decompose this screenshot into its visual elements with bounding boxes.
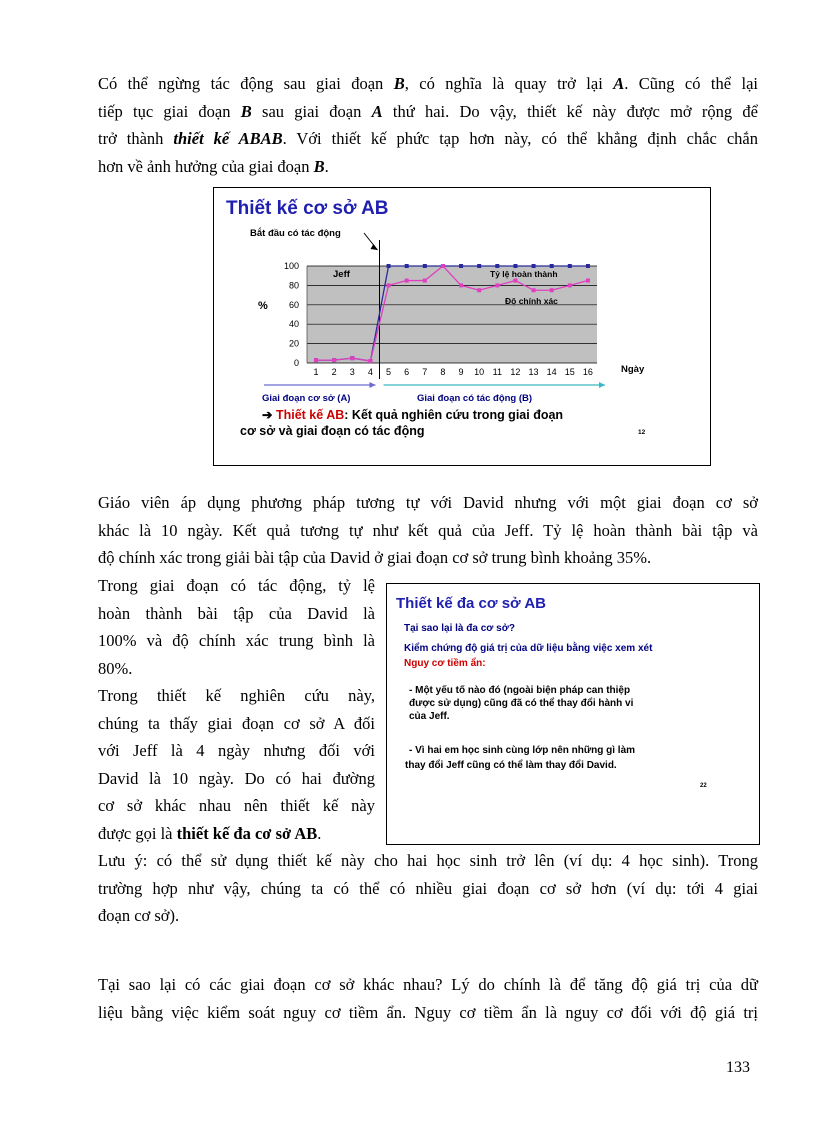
- data-point: [387, 264, 391, 268]
- data-point: [477, 288, 481, 292]
- text-line: chúng ta thấy giai đoạn cơ sở A đối: [98, 713, 375, 733]
- x-tick-label: 4: [367, 367, 373, 377]
- text-line: Trong thiết kế nghiên cứu này,: [98, 686, 375, 705]
- y-tick-label: 20: [288, 338, 299, 349]
- x-tick-label: 14: [546, 367, 557, 377]
- data-point: [532, 264, 536, 268]
- data-point: [332, 358, 336, 362]
- x-tick-label: 8: [440, 367, 446, 377]
- data-point: [405, 279, 409, 283]
- text-line: 100% và độ chính xác trung bình là: [98, 631, 375, 650]
- slide-line: Kiểm chứng độ giá trị của dữ liệu bằng việc xem xét: [404, 643, 653, 654]
- x-tick-label: 1: [313, 367, 319, 377]
- text-line: Trong giai đoạn có tác động, tỷ lệ: [98, 576, 375, 595]
- text-line: tiếp tục giai đoạn B sau giai đoạn A thứ hai. Do vậy, thiết kế này được mở rộng để: [98, 101, 758, 121]
- data-point: [568, 264, 572, 268]
- text-line: đoạn cơ sở).: [98, 906, 180, 925]
- data-point: [495, 264, 499, 268]
- x-tick-label: 5: [386, 367, 392, 377]
- text-line: cơ sở khác nhau nên thiết kế này: [98, 796, 375, 815]
- text-line: trở thành thiết kế ABAB. Với thiết kế phức tạp hơn này, có thể khẳng định chắc chắn: [98, 129, 758, 148]
- data-point: [423, 279, 427, 283]
- x-tick-label: 16: [582, 367, 593, 377]
- y-tick-label: 40: [288, 319, 299, 330]
- text-line: 80%.: [98, 658, 133, 678]
- page-number: 133: [726, 1059, 750, 1076]
- slide-bullet-1: - Một yếu tố nào đó (ngoài biện pháp can thiệp được sử dụng) cũng đã có thể thay đổi hành vi của Jeff.: [409, 685, 634, 722]
- text-line: hoàn thành bài tập của David là: [98, 603, 375, 623]
- phase-b-arrow-head-icon: [599, 382, 605, 388]
- data-point: [459, 283, 463, 287]
- arrow-icon: ➔: [262, 408, 273, 422]
- x-axis-label: Ngày: [621, 364, 645, 375]
- data-point: [405, 264, 409, 268]
- caption-text-2: cơ sở và giai đoạn có tác động: [240, 424, 425, 438]
- slide-ab-design: [213, 187, 711, 466]
- slide-multiple-baseline: [386, 583, 760, 845]
- x-tick-label: 11: [492, 367, 502, 377]
- slide-number: 22: [700, 783, 707, 789]
- slide-number: 12: [638, 429, 646, 436]
- slide-caption: [240, 407, 564, 439]
- data-point: [513, 264, 517, 268]
- data-point: [350, 356, 354, 360]
- text-line: khác là 10 ngày. Kết quả tương tự như kết quả của Jeff. Tỷ lệ hoàn thành bài tập và: [98, 520, 758, 540]
- data-point: [314, 358, 318, 362]
- data-point: [477, 264, 481, 268]
- x-tick-label: 10: [474, 367, 485, 377]
- y-tick-label: 80: [288, 280, 299, 291]
- x-tick-label: 7: [422, 367, 428, 377]
- text-line: Tại sao lại có các giai đoạn cơ sở khác nhau? Lý do chính là để tăng độ giá trị của dữ: [98, 975, 758, 994]
- paragraph-david: [98, 489, 758, 572]
- text-line: Giáo viên áp dụng phương pháp tương tự với David nhưng với một giai đoạn cơ sở: [98, 493, 758, 512]
- x-tick-label: 15: [564, 367, 575, 377]
- phase-a-arrow-head-icon: [370, 382, 376, 388]
- text-line: độ chính xác trong giải bài tập của David ở giai đoạn cơ sở trung bình khoảng 35%.: [98, 548, 652, 567]
- y-tick-label: 60: [288, 299, 299, 310]
- data-point: [368, 359, 372, 363]
- x-tick-label: 13: [528, 367, 539, 377]
- text-line: với Jeff là 4 ngày nhưng đối với: [98, 741, 375, 760]
- x-tick-label: 12: [510, 367, 521, 377]
- jeff-label: Jeff: [333, 269, 350, 280]
- y-axis-label: %: [258, 300, 268, 312]
- text-line: liệu bằng việc kiểm soát nguy cơ tiềm ẩn. Nguy cơ tiềm ẩn là nguy cơ đối với độ giá trị: [98, 1002, 758, 1022]
- data-point: [586, 279, 590, 283]
- slide-risk-heading: Nguy cơ tiềm ẩn:: [404, 658, 486, 669]
- data-point: [568, 283, 572, 287]
- y-tick-label: 0: [293, 358, 299, 368]
- data-point: [532, 288, 536, 292]
- slide-title: Thiết kế cơ sở AB: [226, 198, 389, 219]
- text-line: được gọi là thiết kế đa cơ sở AB.: [98, 823, 322, 843]
- text-line: trường hợp như vậy, chúng ta có thể có nhiều giai đoạn cơ sở hơn (ví dụ: tới 4 giai: [98, 878, 758, 898]
- paragraph-note: [98, 847, 758, 930]
- text-line: hơn về ảnh hưởng của giai đoạn B.: [98, 156, 329, 176]
- slide-title: Thiết kế đa cơ sở AB: [396, 595, 546, 612]
- data-point: [550, 288, 554, 292]
- data-point: [550, 264, 554, 268]
- text-line: Có thể ngừng tác động sau giai đoạn B, có nghĩa là quay trở lại A. Cũng có thể lại: [98, 74, 758, 93]
- start-intervention-label: Bắt đầu có tác động: [250, 228, 341, 239]
- data-point: [513, 279, 517, 283]
- phase-a-label: Giai đoạn cơ sở (A): [262, 393, 351, 404]
- data-point: [459, 264, 463, 268]
- data-point: [441, 264, 445, 268]
- x-tick-label: 3: [349, 367, 355, 377]
- paragraph-why: [98, 971, 758, 1026]
- phase-b-label: Giai đoạn có tác động (B): [417, 393, 533, 404]
- y-tick-label: 100: [283, 261, 299, 271]
- caption-highlight: Thiết kế AB: [275, 408, 345, 422]
- completion-label: Tỷ lệ hoàn thành: [490, 269, 558, 279]
- accuracy-label: Độ chính xác: [505, 296, 558, 306]
- data-point: [423, 264, 427, 268]
- text-line: Lưu ý: có thể sử dụng thiết kế này cho hai học sinh trở lên (ví dụ: 4 học sinh). Trong: [98, 851, 758, 870]
- slide-question: Tại sao lại là đa cơ sở?: [404, 623, 515, 634]
- x-tick-label: 6: [404, 367, 410, 377]
- data-point: [495, 283, 499, 287]
- paragraph-intervention: [98, 572, 375, 847]
- data-point: [387, 283, 391, 287]
- x-tick-label: 9: [458, 367, 464, 377]
- paragraph-intro: [98, 70, 758, 180]
- slide-bullet-2: - Vì hai em học sinh cùng lớp nên những gì làm thay đổi Jeff cũng có thể làm thay đổi David.: [405, 745, 636, 771]
- text-line: David là 10 ngày. Do có hai đường: [98, 768, 375, 788]
- x-tick-label: 2: [331, 367, 337, 377]
- caption-text: : Kết quả nghiên cứu trong giai đoạn: [344, 408, 564, 422]
- arrow-head-icon: [371, 244, 378, 250]
- data-point: [586, 264, 590, 268]
- plot-area: [307, 266, 597, 363]
